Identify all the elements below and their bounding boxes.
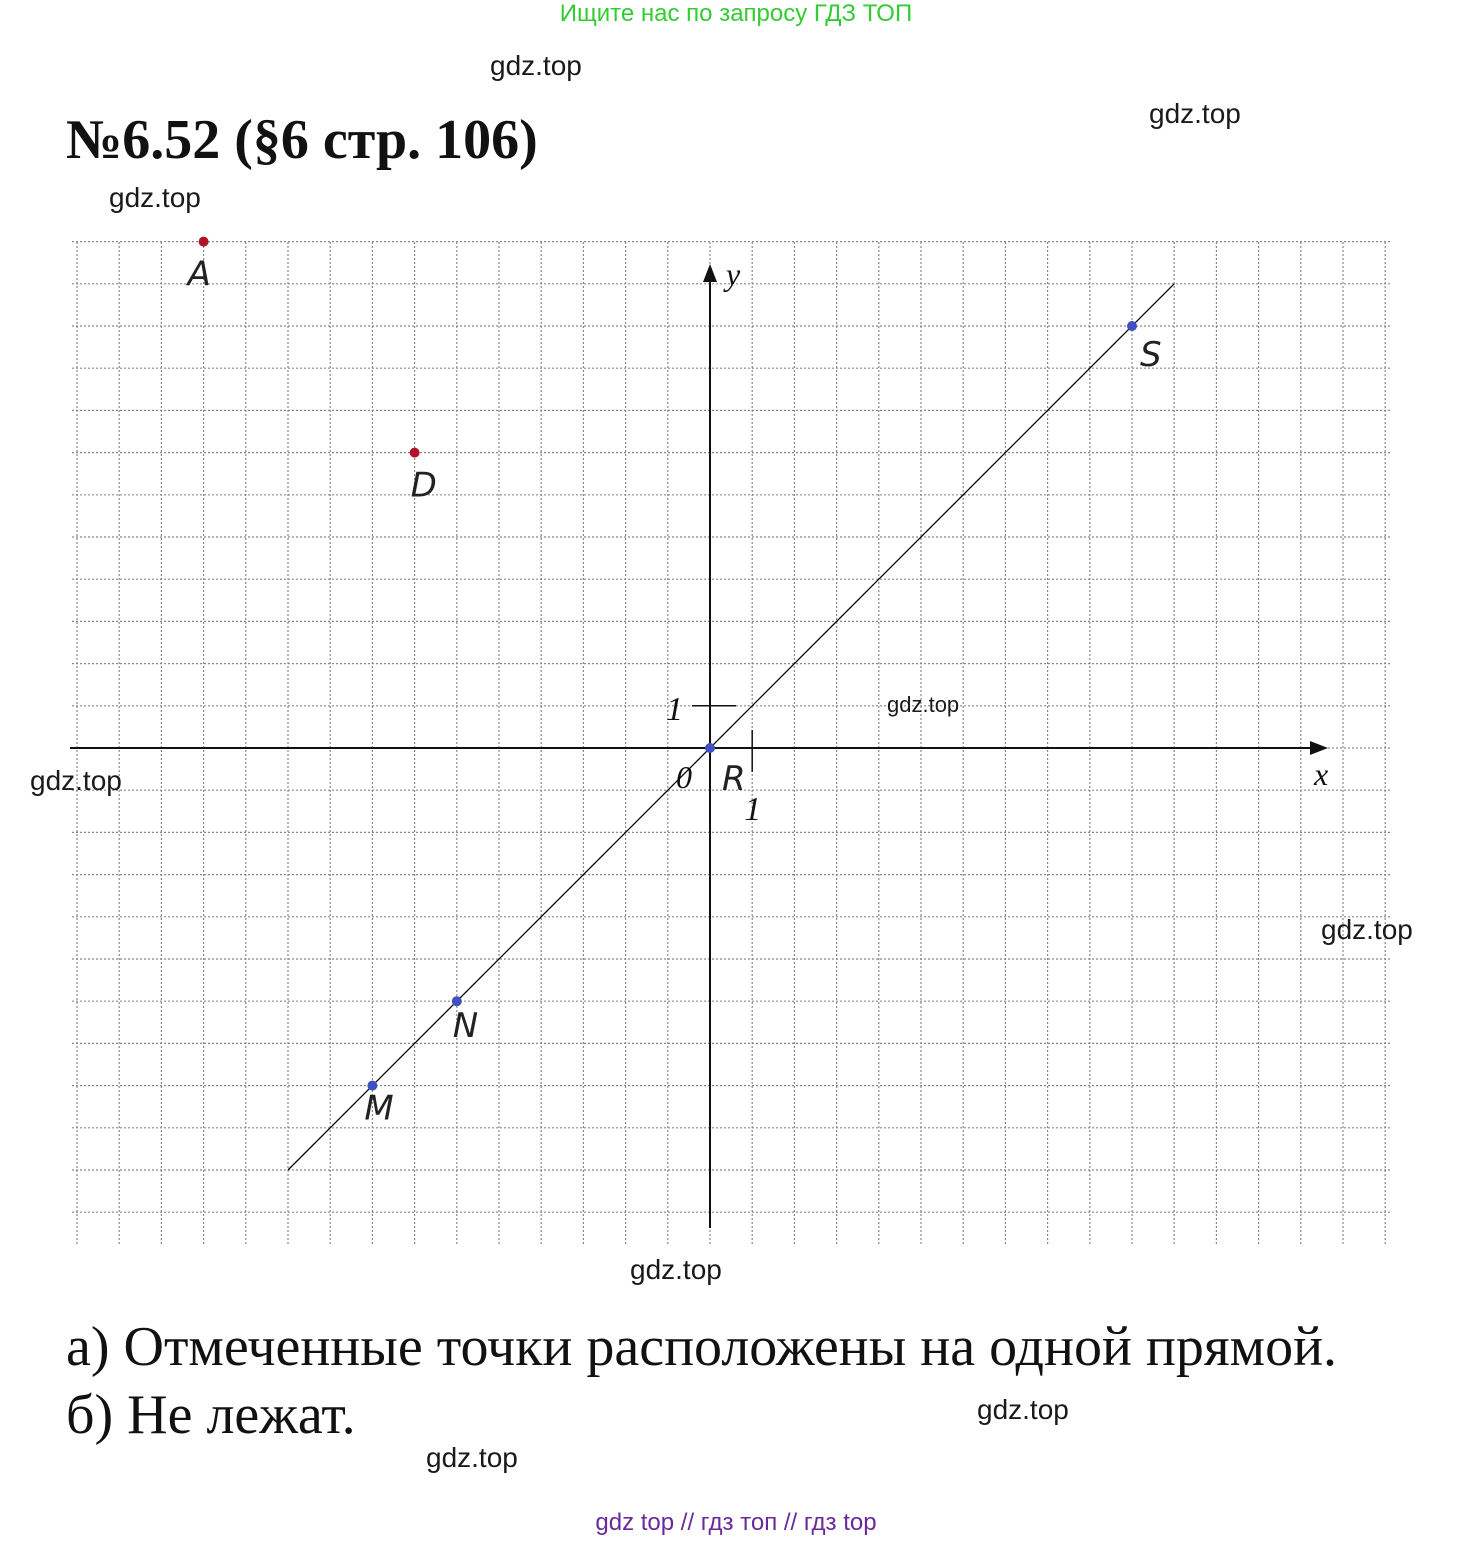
watermark: gdz.top xyxy=(977,1394,1069,1425)
line-through-points xyxy=(288,284,1174,1170)
point-r xyxy=(705,743,715,753)
watermark: gdz.top xyxy=(887,692,960,717)
point-d xyxy=(410,448,420,458)
x-unit-label: 1 xyxy=(744,791,762,828)
point-label-a: A xyxy=(187,254,211,295)
y-unit-label: 1 xyxy=(666,690,683,728)
page-title: №6.52 (§6 стр. 106) xyxy=(66,109,538,171)
y-axis-label: y xyxy=(726,256,741,292)
point-a xyxy=(199,237,209,247)
origin-label: 0 xyxy=(676,759,692,795)
answer-a: а) Отмеченные точки расположены на одной прямой. xyxy=(66,1316,1338,1378)
x-axis-arrow xyxy=(1310,741,1328,755)
y-axis-arrow xyxy=(703,264,717,282)
watermark: gdz.top xyxy=(1149,98,1241,129)
point-label-d: D xyxy=(410,465,437,506)
answer-b: б) Не лежат. xyxy=(66,1384,356,1446)
top-banner: Ищите нас по запросу ГДЗ ТОП xyxy=(559,0,913,27)
footer-links: gdz top // гдз топ // гдз top xyxy=(595,1509,877,1536)
point-n xyxy=(452,996,462,1006)
watermark: gdz.top xyxy=(630,1254,722,1285)
x-axis-label: x xyxy=(1314,756,1329,792)
point-label-s: S xyxy=(1140,335,1162,375)
watermark: gdz.top xyxy=(30,765,122,796)
point-label-n: N xyxy=(452,1006,479,1047)
watermark: gdz.top xyxy=(109,182,201,213)
point-s xyxy=(1127,321,1137,331)
point-label-r: R xyxy=(722,759,746,799)
watermark: gdz.top xyxy=(490,50,582,81)
watermark: gdz.top xyxy=(426,1442,518,1473)
watermark: gdz.top xyxy=(1321,914,1413,945)
point-label-m: M xyxy=(364,1088,394,1129)
